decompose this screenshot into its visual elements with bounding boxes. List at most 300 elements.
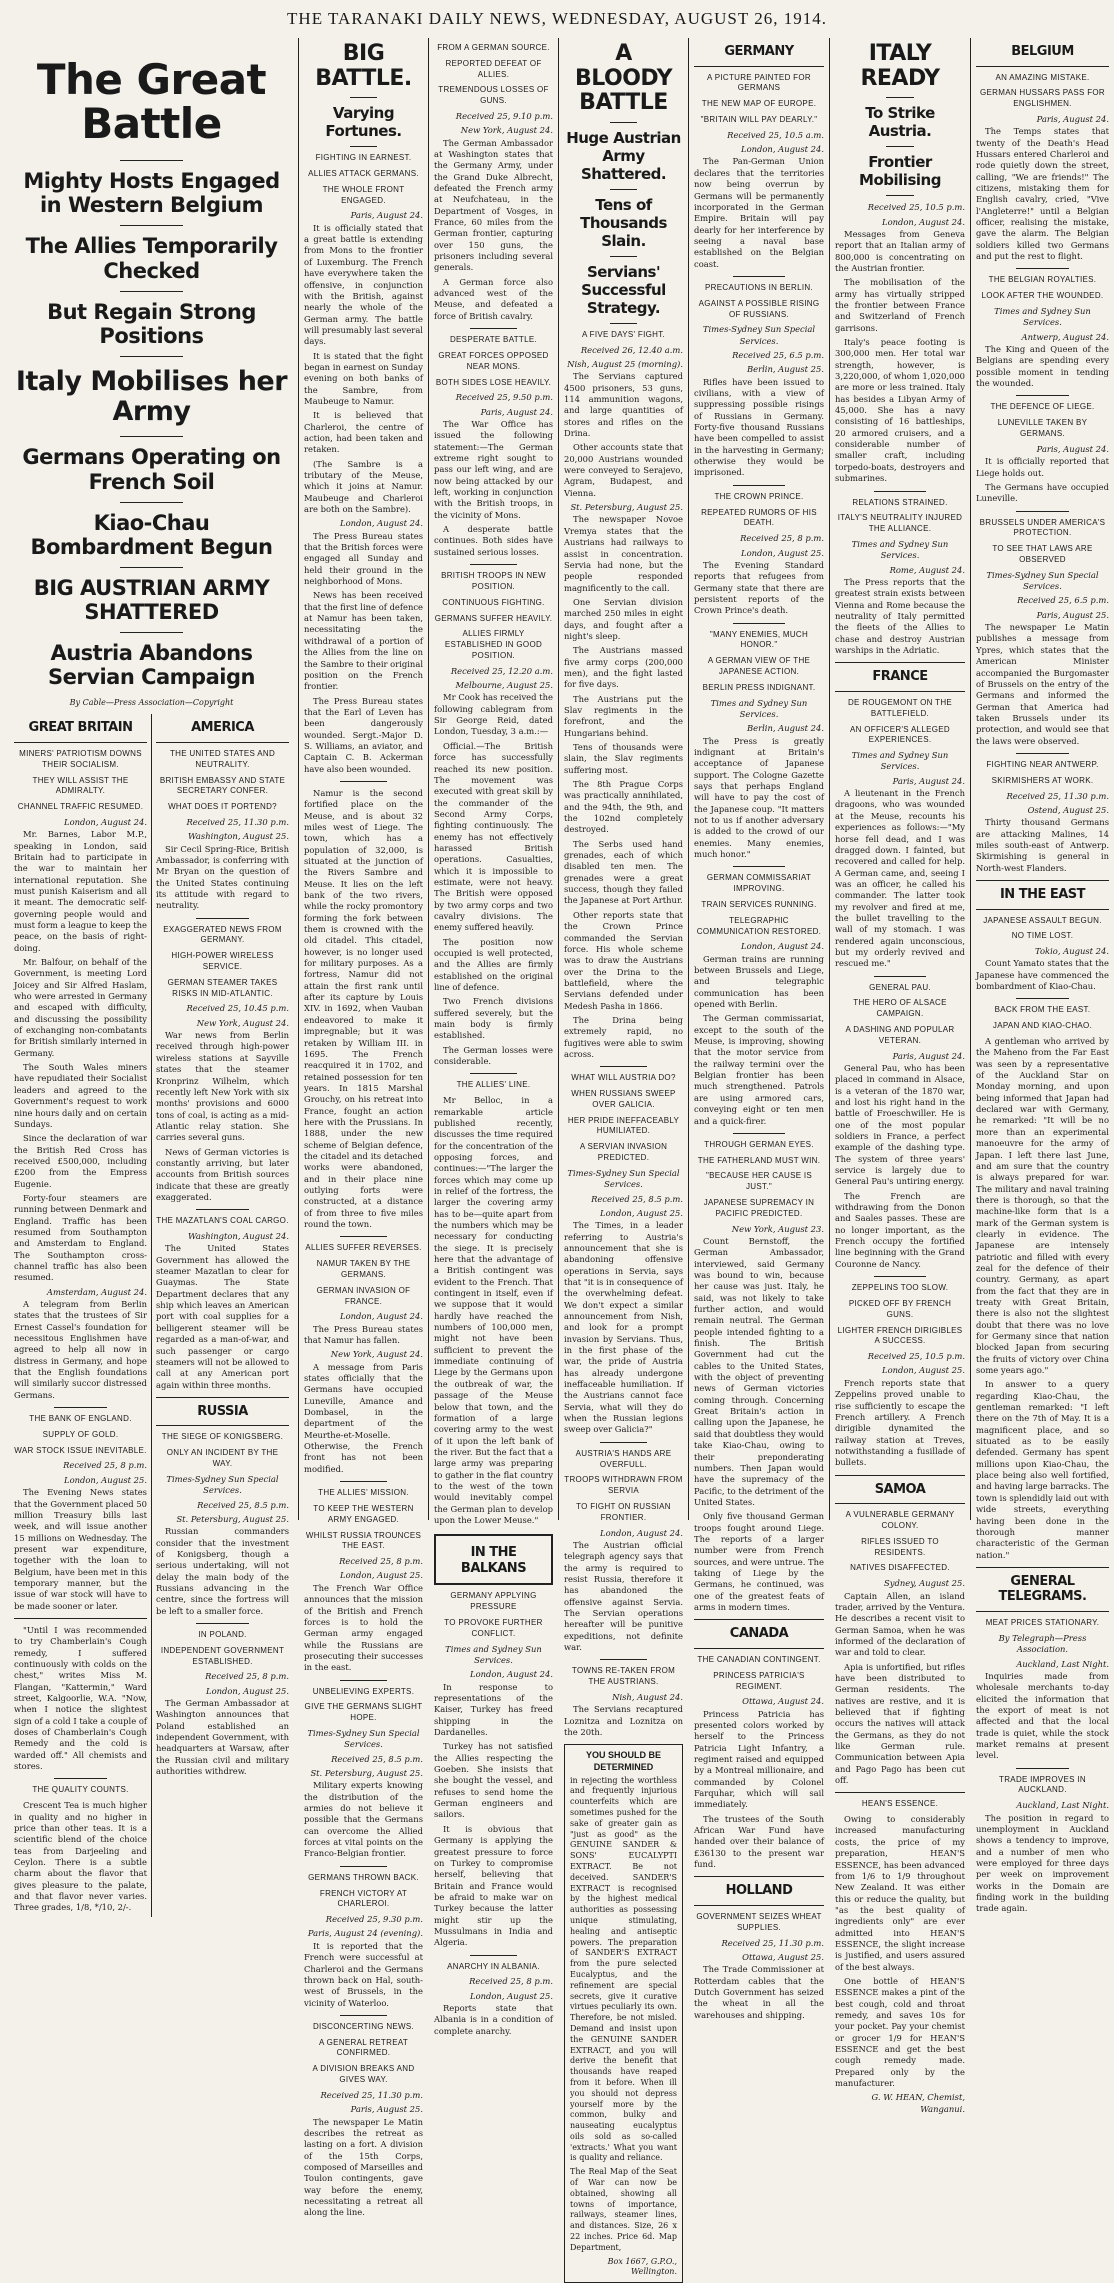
column-bloody-battle: [558, 38, 688, 2277]
paragraph: The mobilisation of the army has virtually stripped the frontier between France and Switzerland of French garrisons.: [835, 277, 965, 333]
received-line: Received 25, 9.10 p.m.: [455, 110, 553, 121]
kicker: WAR STOCK ISSUE INEVITABLE.: [14, 1445, 147, 1455]
dateline: Paris, August 24.: [1036, 113, 1109, 124]
lead-head-3: But Regain Strong Positions: [47, 299, 256, 348]
kicker: REPEATED RUMORS OF HIS DEATH.: [701, 507, 817, 528]
received-line: Received 25, 12.20 a.m.: [450, 665, 553, 676]
samoa-title: SAMOA: [874, 1481, 926, 1497]
dateline: London, August 25.: [470, 1990, 553, 2001]
column-germany: [688, 38, 829, 2020]
kicker: NATIVES DISAFFECTED.: [850, 1563, 950, 1573]
balkans-box: [434, 1534, 553, 1585]
kicker: ALLIES ATTACK GERMANS.: [308, 169, 419, 179]
advertisement-text: Owing to considerably increased manufacturing costs, the price of my preparation, HEAN'S ESSENCE, has been advanced from 1/6 to 1/9 throughout New Zealand. It was either this or reduce the quality, but "as the best quality of ingredients only" are ever admitted into HEAN'S ESSENCE, the slight increase is justified, and users assured of the best always.: [835, 1814, 965, 1972]
kicker: BERLIN PRESS INDIGNANT.: [702, 682, 816, 692]
kicker: WHAT WILL AUSTRIA DO?: [571, 1073, 676, 1083]
kicker: "MANY ENEMIES, MUCH HONOR.": [709, 629, 809, 650]
kicker: HEAN'S ESSENCE.: [861, 1799, 939, 1809]
kicker: A VULNERABLE GERMANY COLONY.: [845, 1510, 955, 1530]
paragraph: Mr. Balfour, on behalf of the Government, is meeting Lord Joicey and Sir Alfred Haslam, who were arrested in Germany and escaped with difficulty, and discussing the possibility of exchanging non-combatants for British similarly interned in Germany.: [14, 957, 147, 1058]
dateline: Nish, August 24.: [612, 1691, 683, 1702]
dateline: London, August 25.: [741, 547, 824, 558]
advertisement-text: One bottle of HEAN'S ESSENCE makes a pint of the best cough, cold and throat remedy, and saves 10s for your pocket. Pay your chemist or grocer 1/9 for HEAN'S ESSENCE and get the best cough remedy made. Prepared only by the manufacturer.: [835, 1975, 965, 2089]
kicker: HIGH-POWER WIRELESS SERVICE.: [171, 951, 274, 972]
column-lead: [0, 38, 298, 1913]
paragraph: War news from Berlin received through high-power wireless stations at Sayville states that the steamer Kronprinz Wilhelm, which recently left New York with six months' provisions and 6000 tons of coal, is acting as a mid-Atlantic relay station. She carries several guns.: [156, 1030, 289, 1143]
dateline: St. Petersburg, August 25.: [570, 502, 683, 513]
dateline: Nish, August 25 (morning).: [567, 359, 683, 370]
kicker: GERMANS THROWN BACK.: [308, 1872, 419, 1882]
received-line: Received 25, 9.30 p.m.: [325, 1914, 423, 1925]
kicker: THE QUALITY COUNTS.: [32, 1785, 129, 1795]
bloody-battle-head-3: Tens of Thousands Slain.: [580, 195, 667, 250]
paragraph: The South Wales miners have repudiated their Socialist leaders and agreed to the Government's request to work nine hours daily and on certain Sundays.: [14, 1062, 147, 1129]
kicker: TRADE IMPROVES IN AUCKLAND.: [999, 1774, 1086, 1795]
kicker: TRAIN SERVICES RUNNING.: [701, 899, 817, 909]
paragraph: The German Ambassador at Washington states that the Germany Army, under the Grand Duke Albrecht, defeated the French army at Neufchateau, in the Department of Vosges, in France, 60 miles from the German frontier, capturing over 150 guns, the prisoners including several generals.: [434, 137, 553, 273]
received-line: Received 25, 8 p.m.: [740, 533, 824, 544]
advertisement-text: Crescent Tea is much higher in quality and no higher in price than other teas. It is a scientific blend of the choice teas from Darjeeling and Ceylon. There is a subtle charm about the flavor that gives pleasure to the palate, and that flavor never varies. Three grades, 1/8, */10, 2/-.: [14, 1800, 147, 1913]
credit-line: Times and Sydney Sun Services.: [994, 306, 1091, 328]
kicker: TO FIGHT ON RUSSIAN FRONTIER.: [576, 1501, 671, 1522]
paragraph: German trains are running between Brussels and Liege, and telegraphic communication has been opened with Berlin.: [694, 953, 824, 1010]
dateline: St. Petersburg, August 25.: [176, 1513, 289, 1524]
paragraph: In answer to a query regarding Kiao-Chau, the gentleman remarked: "I left there on the 7th of May. It is a magnificent place, and so situated as to be easily defended. Germany has spent millions upon Kiao-Chau, the place being also well fortified, and having large barracks. The town is splendidly laid out with wide streets, everything having been done in the thorough manner characteristic of the German nation.": [976, 1379, 1109, 1560]
paragraph: The Servians recaptured Loznitza and Loznitza on the 20th.: [564, 1704, 683, 1737]
received-line: Received 25, 10.45 p.m.: [186, 1003, 289, 1014]
paragraph: Princess Patricia has presented colors worked by herself to the Princess Patricia Light Infantry, a regiment raised and equipped by a Montreal millionaire, and commanded by Colonel Farquhar, which will sail immediately.: [694, 1708, 824, 1810]
paragraph: Mr Belloc, in a remarkable article published recently, discusses the time required for the concentration of the opposing forces, and continues:—"The larger the forces which may come up in relief of the fortress, the larger the covering army has to be—quite apart from the numbers which may be necessary for conducting the siege. It is precisely here that the advantage of a British contingent was evident to the French. That contingent in itself, even if we suppose that it would hardly have reached the numbers of 100,000 men, might not have been sufficient to prevent the immediate continuing of Liege by the Germans upon the outbreak of war, the passage of the Meuse below that town, and the formation of a large covering army to the west of it upon the left bank of the river. But the fact that a large army was preparing to gather in the flat country to the west of the town would inevitably compel the German plan to develop upon the Lower Meuse.": [434, 1095, 553, 1525]
advertisement-address: Box 1667, G.P.O., Wellington.: [607, 2256, 677, 2277]
kicker: JAPANESE SUPREMACY IN PACIFIC PREDICTED.: [703, 1198, 815, 1218]
kicker: THE SIEGE OF KONIGSBERG.: [161, 1432, 284, 1442]
kicker: TELEGRAPHIC COMMUNICATION RESTORED.: [696, 915, 822, 936]
general-telegrams-title: GENERAL TELEGRAMS.: [998, 1573, 1087, 1605]
credit-line: Times and Sydney Sun Services.: [851, 750, 949, 772]
lead-head-4: Italy Mobilises her Army: [15, 366, 288, 427]
kicker: GERMAN HUSSARS PASS FOR ENGLISHMEN.: [980, 88, 1105, 109]
kicker: WHILST RUSSIA TROUNCES THE EAST.: [305, 1530, 422, 1551]
paragraph: The Drina being extremely rapid, no fugitives were able to swim across.: [564, 1014, 683, 1059]
kicker: THE BELGIAN ROYALTIES.: [988, 275, 1097, 285]
paragraph: Captain Allen, an island trader, arrived by the Ventura. He describes a recent visit to German Samoa, when he was informed of the declaration of war and told to clear.: [835, 1590, 965, 1658]
kicker: TOWNS RE-TAKEN FROM THE AUSTRIANS.: [571, 1666, 676, 1687]
paragraph: A German force also advanced west of the Meuse, and defeated a force of British cavalry.: [434, 276, 553, 321]
bloody-battle-head-2: Huge Austrian Army Shattered.: [566, 128, 681, 183]
kicker: FIGHTING NEAR ANTWERP.: [986, 759, 1099, 769]
advertisement-text: in rejecting the worthless and frequently injurious counterfeits which are sometimes pushed for the sake of greater gain as "just as good" as the GENUINE SANDER & SONS' EUCALYPTI EXTRACT. Be not deceived. SANDER'S EXTRACT is recognised by the highest medical authorities as possessing unique stimulating, healing and antiseptic powers. The preparation of SANDER'S EXTRACT from the pure selected Eucalyptus, and the refinement are special secrets, give it curative virtues peculiarly its own. Therefore, be not misled. Demand and insist upon the GENUINE SANDER EXTRACT, and you will derive the benefit that thousands have reaped from it before. When ill you should not depress yourself more by the common, bulky and nauseating eucalyptus oils sold as so-called 'extracts.' What you want is quality and reliance.: [570, 1775, 677, 2163]
dateline: Amsterdam, August 24.: [46, 1286, 147, 1297]
dateline: London, August 25.: [206, 1685, 289, 1696]
kicker: IN POLAND.: [198, 1630, 247, 1639]
received-line: Received 25, 10.5 p.m.: [867, 202, 965, 213]
paragraph: One Servian division marched 250 miles in eight days, and fought after a night's sleep.: [564, 596, 683, 641]
dateline: Paris, August 25.: [1036, 609, 1109, 620]
lead-head-6: Kiao-Chau Bombardment Begun: [30, 510, 273, 559]
kicker: AN AMAZING MISTAKE.: [995, 72, 1090, 82]
paragraph: The Press Bureau states that the Earl of Leven has been dangerously wounded. Sergt.-Major D. S. Williams, an aviator, and Captain C. B. Ackerman have also been wounded.: [304, 695, 423, 774]
section-america: [151, 714, 293, 1916]
paragraph: The German losses were considerable.: [434, 1044, 553, 1067]
paragraph: Forty-four steamers are running between Denmark and England. Traffic has been resumed from Southampton and Amsterdam to England. The Southampton cross-channel traffic has also been resumed.: [14, 1192, 147, 1283]
kicker: A SERVIAN INVASION PREDICTED.: [579, 1142, 668, 1163]
credit-line: Times-Sydney Sun Special Services.: [986, 569, 1099, 592]
paragraph: Other reports state that the Crown Prince commanded the Servian force. His whole scheme was to draw the Austrians over the Drina to the battlefield, where the Servians defended under Medesh Pasha in 1866.: [564, 909, 683, 1011]
paragraph: The position in regard to unemployment in Auckland shows a tendency to improve, and a number of men who were employed for three days per week on improvement works in the Domain are finding work in the building trade again.: [976, 1812, 1109, 1914]
kicker: MINERS' PATRIOTISM DOWNS THEIR SOCIALISM.: [19, 748, 142, 769]
kicker: GERMAN INVASION OF FRANCE.: [316, 1285, 411, 1306]
bloody-battle-title: A BLOODY BATTLE: [575, 41, 672, 116]
paragraph: The Serbs used hand grenades, each of which disabled ten men. The grenades were a great success, though they failed the Japanese at Port Arthur.: [564, 838, 683, 906]
italy-head-2: To Strike Austria.: [865, 104, 935, 141]
kicker: A PICTURE PAINTED FOR GERMANS: [707, 72, 811, 93]
paragraph: The Austrians massed five army corps (200,000 men), and the fight lasted for five days.: [564, 645, 683, 690]
paragraph: The United States Government has allowed the steamer Mazatlan to clear for Guaymas. The State Department declares that any ship which leaves an American port with coal supplies for a belligerent steamer will be regarded as a man-of-war, and such passenger or cargo steamers will not be allowed to call at any American port again within three months.: [156, 1243, 289, 1390]
dateline: Paris, August 24.: [480, 406, 553, 417]
kicker: BOTH SIDES LOSE HEAVILY.: [435, 377, 552, 387]
america-title: AMERICA: [191, 720, 254, 736]
dateline: London, August 25.: [882, 1365, 965, 1376]
paragraph: The newspaper Le Matin publishes a message from Ypres, which states that the American Minister accompanied the Burgomaster of Brussels on the entry of the Germans and informed the German that America had taken Brussels under its protection, and would see that the laws were observed.: [976, 622, 1109, 746]
paragraph: The Press Bureau states that the British forces were engaged all Sunday and held their ground in the neighborhood of Mons.: [304, 530, 423, 587]
column-belgium: [970, 38, 1114, 1914]
dateline: London, August 24.: [882, 216, 965, 227]
kicker: ALLIES SUFFER REVERSES.: [305, 1243, 422, 1253]
dateline: St. Petersburg, August 25.: [310, 1767, 423, 1778]
kicker: PRECAUTIONS IN BERLIN.: [705, 282, 813, 292]
received-line: Received 25, 8 p.m.: [339, 1556, 423, 1567]
in-the-east-title: IN THE EAST: [999, 886, 1086, 902]
column-italy: [829, 38, 970, 2114]
kicker: BRITISH EMBASSY AND STATE SECRETARY CONFER.: [159, 775, 286, 796]
kicker: GERMAN STEAMER TAKES RISKS IN MID-ATLANTIC.: [167, 977, 278, 998]
received-line: Received 25, 11.30 p.m.: [721, 1937, 824, 1948]
paragraph: The Press reports that the greatest strain exists between Vienna and Rome because the neutrality of Italy permitted the fleets of the Allies to chase and destroy Austrian warships in the Adriatic.: [835, 576, 965, 655]
received-line: Received 25, 8 p.m.: [469, 1976, 553, 1987]
kicker: PRINCESS PATRICIA'S REGIMENT.: [713, 1670, 805, 1691]
kicker: REPORTED DEFEAT OF ALLIES.: [445, 58, 542, 79]
lead-head-1: Mighty Hosts Engaged in Western Belgium: [23, 169, 280, 218]
paragraph: The Press is greatly indignant at Britain's acceptance of Japanese support. The Cologne Gazette says that perhaps England will have to pay the cost of the Japanese coup. "It matters not to us if another adversary is added to the crowd of our enemies. Many enemies, much honor.": [694, 735, 824, 860]
kicker: RELATIONS STRAINED.: [852, 497, 948, 507]
kicker: GERMAN COMMISSARIAT IMPROVING.: [706, 873, 812, 894]
kicker: AN OFFICER'S ALLEGED EXPERIENCES.: [850, 724, 950, 745]
paragraph: Inquiries made from wholesale merchants to-day elicited the information that the export of meat is not affected and that the local trade is quiet, while the stock market remains at present level.: [976, 1670, 1109, 1761]
dateline: London, August 24.: [340, 518, 423, 529]
kicker: THE BANK OF ENGLAND.: [29, 1414, 132, 1424]
kicker: GREAT FORCES OPPOSED NEAR MONS.: [438, 350, 549, 371]
kicker: AGAINST A POSSIBLE RISING OF RUSSIANS.: [698, 298, 820, 319]
paragraph: Tens of thousands were slain, the Slav regiments suffering most.: [564, 742, 683, 775]
kicker: THE CROWN PRINCE.: [714, 491, 804, 501]
russia-title: RUSSIA: [197, 1403, 248, 1419]
received-line: Received 25, 10.5 a.m.: [727, 129, 824, 140]
kicker: INDEPENDENT GOVERNMENT ESTABLISHED.: [160, 1645, 285, 1666]
italy-title: ITALY READY: [860, 41, 940, 91]
paragraph: A desperate battle continues. Both sides have sustained serious losses.: [434, 524, 553, 557]
kicker: THE HERO OF ALSACE CAMPAIGN.: [853, 998, 947, 1019]
dateline: Antwerp, August 24.: [1021, 331, 1109, 342]
kicker: THROUGH GERMAN EYES.: [704, 1139, 814, 1149]
paragraph: The position now occupied is well protected, and the Allies are firmly established on the original line of defence.: [434, 936, 553, 993]
great-britain-title: GREAT BRITAIN: [28, 720, 133, 736]
paragraph: Military experts knowing the distribution of the armies do not believe it possible that the Germans can overcome the Allied forces at vital points on the Franco-Belgian frontier.: [304, 1780, 423, 1859]
paragraph: Apia is unfortified, but rifles have been distributed to German residents. The natives are restive, and it is believed that if fighting occurs the natives will attack the Germans, as they do not like German rule. Communication between Apia and Pago Pago has been cut off.: [835, 1661, 965, 1785]
paragraph: The Temps states that twenty of the Death's Head Hussars entered Charleroi and rode quietly down the street, calling, "We are friends!" The citizens, mistaking them for English cavalry, cried, "Vive l'Angleterre!" until a Belgian officer, realising the mistake, gave the alarm. The Belgian soldiers killed two Germans and put the rest to flight.: [976, 126, 1109, 262]
kicker: JAPANESE ASSAULT BEGUN.: [983, 915, 1102, 925]
dateline: Paris, August 25.: [350, 2104, 423, 2115]
paragraph: Other accounts state that 20,000 Austrians wounded were conveyed to Serajevo, Agram, Budapest, and Vienna.: [564, 442, 683, 498]
kicker: NAMUR TAKEN BY THE GERMANS.: [316, 1259, 411, 1279]
kicker: LOOK AFTER THE WOUNDED.: [981, 291, 1104, 301]
kicker: CHANNEL TRAFFIC RESUMED.: [17, 802, 144, 812]
dateline: Sydney, August 25.: [884, 1578, 965, 1589]
kicker: RIFLES ISSUED TO RESIDENTS.: [861, 1536, 939, 1557]
dateline: Paris, August 24.: [350, 210, 423, 221]
column-german-source: [428, 38, 558, 2036]
received-line: Received 25, 9.50 p.m.: [455, 392, 553, 403]
paragraph: The War Office has issued the following statement:—The German extreme right sought to pass our left wing, and are now being attacked by our left, working in conjunction with the British troops, in the vicinity of Mons.: [434, 419, 553, 520]
paragraph: The German Ambassador at Washington announces that Poland established an independent Government, with headquarters at Warsaw, after the Russian civil and military authorities withdrew.: [156, 1698, 289, 1777]
kicker: DESPERATE BATTLE.: [449, 335, 538, 345]
paragraph: Reports state that Albania is in a condition of complete anarchy.: [434, 2003, 553, 2036]
paragraph: General Pau, who has been placed in command in Alsace, is a veteran of the 1870 war, and lost his right hand in the battle of Froeschwiller. He is one of the most popular soldiers in France, a perfect example of the dashing type. The system of three years' service is largely due to General Pau's untiring energy.: [835, 1062, 965, 1187]
dateline: Rome, August 24.: [889, 564, 965, 575]
lead-subcolumns: [10, 714, 293, 1916]
dateline: London, August 25.: [340, 1570, 423, 1581]
column-big-battle: [298, 38, 428, 2218]
kicker: THE WHOLE FRONT ENGAGED.: [322, 184, 405, 205]
paragraph: Italy's peace footing is 300,000 men. Her total war strength, however, is 3,220,000, of whom 1,020,000 are more or less trained. Italy has besides a Libyan Army of 45,000. She has a navy consisting of 16 battleships, 20 armored cruisers, and a considerable number of smaller craft, including torpedo-boats, destroyers and submarines.: [835, 337, 965, 484]
dateline: Ostend, August 25.: [1027, 804, 1109, 815]
paragraph: The Pan-German Union declares that the territories now being overrun by Germans will be permanently incorporated in the German Empire. Britain will pay dearly for her interference by seeing a naval base established on the Belgian coast.: [694, 156, 824, 269]
lead-head-8: Austria Abandons Servian Campaign: [48, 641, 255, 690]
belgium-title: BELGIUM: [1011, 44, 1074, 59]
kicker: UNBELIEVING EXPERTS.: [312, 1686, 415, 1696]
kicker: A DIVISION BREAKS AND GIVES WAY.: [312, 2064, 415, 2085]
kicker: TO SEE THAT LAWS ARE OBSERVED: [992, 544, 1093, 564]
paragraph: The newspaper Le Matin describes the retreat as lasting on a fort. A division of the 15th Corps, composed of Marseilles and Toulon contingents, gave way before the enemy, necessitating a retreat all along the line.: [304, 2116, 423, 2218]
kicker: GENERAL PAU.: [869, 982, 931, 992]
kicker: HER PRIDE INEFFACEABLY HUMILIATED.: [567, 1115, 680, 1136]
dateline: London, August 24.: [64, 816, 147, 827]
advertisement-text: "Until I was recommended to try Chamberlain's Cough remedy, I suffered continuously with colds on the chest," writes Miss M. Flangan, "Kattermin," Ward street, Kalgoorlie, W.A. "Now, when I notice the slightest sign of a cold I take a couple of doses of Chamberlain's Cough Remedy and the cold is warded off." All chemists and stores.: [14, 1624, 147, 1772]
kicker: BACK FROM THE EAST.: [994, 1005, 1091, 1015]
kicker: MEAT PRICES STATIONARY.: [985, 1618, 1100, 1628]
received-line: Received 25, 8.5 p.m.: [591, 1193, 683, 1204]
dateline: New York, August 23.: [731, 1223, 824, 1234]
paragraph: The 8th Prague Corps was practically annihilated, and the 94th, the 9th, and the 102nd completely destroyed.: [564, 779, 683, 835]
paragraph: The newspaper Novoe Vremya states that the Austrians had railways to assist in concentration. Servia had none, but the people responded magnificently to the call.: [564, 514, 683, 593]
dateline: London, August 24.: [600, 1527, 683, 1538]
germany-title: GERMANY: [724, 44, 794, 59]
kicker: "BRITAIN WILL PAY DEARLY.": [700, 114, 818, 124]
advertisement-title: YOU SHOULD BE DETERMINED: [585, 1750, 661, 1773]
received-line: Received 25, 8 p.m.: [205, 1671, 289, 1682]
kicker: THE MAZATLAN'S COAL CARGO.: [156, 1216, 289, 1226]
dateline: London, August 25.: [64, 1474, 147, 1485]
kicker: FROM A GERMAN SOURCE.: [437, 43, 550, 52]
advertisement-text: The Real Map of the Seat of War can now be obtained, showing all towns of importance, railways, steamer lines, and distances. Size, 26 x 22 inches. Price 6d. Map Department,: [570, 2167, 677, 2252]
credit-line: Times-Sydney Sun Special Services.: [307, 1727, 420, 1750]
paragraph: Russian commanders consider that the investment of Konigsberg, though a serious undertaking, will not delay the main body of the Russians advancing in the centre, since the fortress will be left to a smaller force.: [156, 1526, 289, 1616]
sander-advertisement: [564, 1744, 683, 2283]
paragraph: The French are withdrawing from the Donon and Saales passes. These are no longer important, as the French occupy the fortified line beginning with the Grand Couronne de Nancy.: [835, 1190, 965, 1269]
kicker: FRENCH VICTORY AT CHARLEROI.: [319, 1888, 408, 1909]
paragraph: Since the declaration of war the British Red Cross has received £500,000, including £200 from the Empress Eugenie.: [14, 1133, 147, 1189]
kicker: ITALY'S NEUTRALITY INJURED THE ALLIANCE.: [837, 513, 963, 534]
paragraph: Rifles have been issued to civilians, with a view of suppressing possible risings of Russians in Germany. Forty-five thousand Russians have been compelled to assist in the harvesting in Germany; otherwise they would be imprisoned.: [694, 376, 824, 478]
paragraph: The trustees of the South African War Fund have handed over their balance of £36130 to the present war fund.: [694, 1813, 824, 1870]
paragraph: Two French divisions suffered severely, but the main body is firmly established.: [434, 996, 553, 1041]
lead-head-7: BIG AUSTRIAN ARMY SHATTERED: [33, 575, 270, 625]
bloody-battle-head-4: Servians' Successful Strategy.: [581, 262, 666, 317]
received-line: Received 25, 10.5 p.m.: [867, 1351, 965, 1362]
received-line: Received 25, 6.5 p.m.: [732, 349, 824, 360]
kicker: THE ALLIES' LINE.: [456, 1080, 531, 1090]
kicker: GOVERNMENT SEIZES WHEAT SUPPLIES.: [696, 1912, 822, 1932]
kicker: TREMENDOUS LOSSES OF GUNS.: [438, 85, 549, 106]
dateline: Paris, August 24.: [892, 1050, 965, 1061]
dateline: Ottawa, August 24.: [742, 1696, 824, 1707]
paragraph: A telegram from Berlin states that the trustees of Sir Ernest Cassel's foundation for necessitous Englishmen have agreed to help all now in distress in Germany, and hope that the English foundations will similarly succor distressed Germans.: [14, 1299, 147, 1400]
kicker: A DASHING AND POPULAR VETERAN.: [845, 1025, 955, 1045]
kicker: ZEPPELINS TOO SLOW.: [851, 1283, 949, 1293]
kicker: ALLIES FIRMLY ESTABLISHED IN GOOD POSITION.: [444, 629, 543, 660]
kicker: ANARCHY IN ALBANIA.: [447, 1961, 540, 1971]
credit-line: Times-Sydney Sun Special Services.: [166, 1473, 279, 1496]
paragraph: Namur is the second fortified place on the Meuse, and is about 32 miles west of Liege. The town, which has a population of 32,000, is situated at the junction of the Rivers Sambre and Meuse. It lies on the left bank of the two rivers, while the rocky promontory forming the fork between them is crowned with the old citadel. This citadel, however, is no longer used for military purposes. As a fortress, Namur did not attain the first rank until after its capture by Louis XIV. in 1692, when Vauban endeavored to make it impregnable; but it was retaken by William III. in 1695. The French reacquired it in 1702, and retained possession for ten years. In 1815 Marshal Grouchy, on his retreat into France, fought an action here with the Prussians. In 1888, under the new scheme of Belgian defence, the citadel and its detached works were abandoned, and in their place nine outlying forts were constructed, at a distance of from three to five miles round the town.: [304, 787, 423, 1229]
received-line: Received 26, 12.40 a.m.: [580, 344, 683, 355]
kicker: SKIRMISHERS AT WORK.: [991, 775, 1094, 785]
kicker: DISCONCERTING NEWS.: [312, 2021, 415, 2031]
paragraph: The Austrians put the Slav regiments in the forefront, and the Hungarians behind.: [564, 693, 683, 738]
kicker: ONLY AN INCIDENT BY THE WAY.: [166, 1448, 279, 1469]
dateline: Washington, August 25.: [188, 831, 289, 842]
kicker: THE NEW MAP OF EUROPE.: [701, 99, 817, 109]
kicker: A GERMAN VIEW OF THE JAPANESE ACTION.: [707, 656, 811, 676]
dateline: Auckland, Last Night.: [1016, 1800, 1109, 1811]
dateline: London, August 24.: [340, 1311, 423, 1322]
paragraph: It is officially stated that a great battle is extending from Mons to the frontier of Luxemburg. The French have everywhere taken the offensive, in conjunction with the British, against nearly the whole of the German army. The battle will presumably last several days.: [304, 222, 423, 347]
kicker: THE UNITED STATES AND NEUTRALITY.: [169, 748, 276, 769]
paragraph: It is officially reported that Liege holds out.: [976, 456, 1109, 478]
paragraph: A lieutenant in the French dragoons, who was wounded at the Meuse, recounts his experiences as follows:—"My horse fell dead, and I was dragged down. I fainted, but recovered and called for help. A German came, and, seeing I was an officer, he called his commander. The latter took my revolver and fired at me, the bullet travelling to the wall of my stomach. I was rendered again unconscious, but my orderly revived and rescued me.": [835, 788, 965, 969]
kicker: WHAT DOES IT PORTEND?: [168, 802, 277, 812]
dateline: London, August 25.: [600, 1207, 683, 1218]
dateline: Paris, August 24 (evening).: [307, 1928, 423, 1939]
france-title: FRANCE: [872, 669, 928, 685]
paragraph: News has been received that the first line of defence at Namur has been taken, necessitating the withdrawal of a portion of the Allies from the line on the Sambre to their original position on the French frontier.: [304, 590, 423, 692]
dateline: New York, August 24.: [460, 125, 553, 136]
dateline: Melbourne, August 25.: [455, 680, 553, 691]
dateline: London, August 24.: [470, 1669, 553, 1680]
dateline: New York, August 24.: [330, 1349, 423, 1360]
kicker: SUPPLY OF GOLD.: [42, 1429, 119, 1439]
holland-title: HOLLAND: [725, 1883, 793, 1899]
dateline: London, August 24.: [741, 941, 824, 952]
credit-line: Times-Sydney Sun Special Services.: [567, 1167, 680, 1190]
paragraph: A message from Paris states officially that the Germans have occupied Luneville, Amance and Dombasel, in the department of the Meurthe-et-Moselle. Otherwise, the French front has not been modified.: [304, 1361, 423, 1474]
kicker: CONTINUOUS FIGHTING.: [442, 597, 545, 607]
lead-head-2: The Allies Temporarily Checked: [25, 234, 278, 283]
canada-title: CANADA: [729, 1626, 789, 1642]
paragraph: News of German victories is constantly arriving, but later accounts from British sources indicate that these are greatly exaggerated.: [156, 1146, 289, 1202]
paragraph: It is obvious that Germany is applying the greatest pressure to force on Turkey to compromise herself, believing that Britain and France would be afraid to make war on Turkey because the latter might stir up the Mussulmans in India and Algeria.: [434, 1823, 553, 1948]
dateline: Paris, August 24.: [892, 775, 965, 786]
paragraph: The Evening Standard reports that refugees from Germany state that there are persistent reports of the Crown Prince's death.: [694, 559, 824, 616]
received-line: Received 25, 8.5 p.m.: [331, 1753, 423, 1764]
paragraph: The Austrian official telegraph agency says that the army is required to resist Russia, therefore it has abandoned the offensive against Servia. The Servian operations hereafter will be punitive expeditions, not definite war.: [564, 1539, 683, 1652]
received-line: Received 25, 11.30 p.m.: [186, 816, 289, 827]
dateline: Ottawa, August 25.: [742, 1951, 824, 1962]
dateline: Washington, August 24.: [188, 1231, 289, 1242]
lead-byline: By Cable—Press Association—Copyright: [69, 697, 234, 707]
paragraph: Official.—The British force has successfully reached its new position. The movement was executed with great skill by the commander of the Second Army Corps, fighting continuously. The enemy has not effectively harassed British operations. Casualties, which it is impossible to estimate, were not heavy. The British were opposed by two army corps and two cavalry divisions. The enemy suffered heavily.: [434, 740, 553, 933]
dateline: London, August 24.: [741, 144, 824, 155]
dateline: Berlin, August 24.: [746, 723, 824, 734]
balkans-title: IN THE BALKANS: [460, 1545, 527, 1576]
paragraph: Count Yamato states that the Japanese have commenced the bombardment of Kiao-Chau.: [976, 958, 1109, 992]
kicker: AUSTRIA'S HANDS ARE OVERFULL.: [575, 1448, 672, 1469]
kicker: JAPAN AND KIAO-CHAO.: [992, 1021, 1093, 1031]
italy-head-3: Frontier Mobilising: [859, 153, 941, 190]
paragraph: It is reported that the French were successful at Charleroi and the Germans thrown back on Hal, south-west of Brussels, in the vicinity of Waterloo.: [304, 1940, 423, 2008]
kicker: THE CANADIAN CONTINGENT.: [697, 1654, 821, 1664]
paragraph: The Germans have occupied Luneville.: [976, 481, 1109, 504]
paragraph: Turkey has not satisfied the Allies respecting the Goeben. She insists that she bought the vessel, and refuses to send home the German engineers and sailors.: [434, 1741, 553, 1820]
kicker: GIVE THE GERMANS SLIGHT HOPE.: [304, 1702, 423, 1723]
section-great-britain: [10, 714, 151, 1916]
paragraph: Mr. Barnes, Labor M.P., speaking in London, said Britain had to participate in the war to maintain her international reputation. She must punish Kaiserism and all it meant. The democratic self-governing people would and must form a league to keep the peace, on the basis of right-doing.: [14, 829, 147, 953]
paragraph: (The Sambre is a tributary of the Meuse, which it joins at Namur. Maubeuge and Charleroi are both on the Sambre).: [304, 458, 423, 515]
paragraph: Only five thousand German troops fought around Liege. The reports of a larger number were from French sources, and were untrue. The taking of Liege by the Germans, he continued, was one of the greatest feats of arms in modern times.: [694, 1511, 824, 1612]
credit-line: Times-Sydney Sun Special Services.: [702, 324, 816, 346]
kicker: BRITISH TROOPS IN NEW POSITION.: [441, 571, 546, 591]
paragraph: Count Bernstoff, the German Ambassador, interviewed, said Germany was bound to win, because her cause was just. Italy, he said, was not likely to take further action, and would remain neutral. The German people intended fighting to a finish. The British Government had cut the cables to the United States, with the object of preventing news of German victories coming through. Concerning Great Britain's action in calling upon the Japanese, he said that doubtless they would take Kiao-Chau, owing to their preponderating numbers. Then Japan would have the supremacy of the Pacific, to the detriment of the United States.: [694, 1235, 824, 1507]
kicker: "BECAUSE HER CAUSE IS JUST.": [705, 1171, 813, 1192]
kicker: THE ALLIES' MISSION.: [318, 1488, 409, 1498]
kicker: LUNEVILLE TAKEN BY GERMANS.: [997, 418, 1088, 439]
received-line: Received 25, 6.5 p.m.: [1017, 595, 1109, 606]
paragraph: The Trade Commissioner at Rotterdam cables that the Dutch Government has seized the wheat in all the warehouses and shipping.: [694, 1964, 824, 2020]
kicker: FIGHTING IN EARNEST.: [315, 153, 412, 163]
paragraph: The German commissariat, except to the south of the Meuse, is improving, showing that the motor service from the railway termini over the Belgian frontier has been much strengthened. Patrols are using armored cars, conveying eight or ten men and a quick-firer.: [694, 1013, 824, 1126]
paragraph: Messages from Geneva report that an Italian army of 800,000 is concentrating on the Austrian frontier.: [835, 228, 965, 273]
kicker: DE ROUGEMONT ON THE BATTLEFIELD.: [847, 697, 953, 718]
paragraph: A gentleman who arrived by the Maheno from the Far East was seen by a representative of the Auckland Star on Monday morning, and upon being informed that Japan had declared war with Germany, he remarked: "It will be no more than an experimental manoeuvre for the army of Japan. I left there last June, and am sure that the country is always prepared for war. The military and naval training there is thorough, so that the machine-like form that is a mark of the German system is clearly in evidence. The Japanese are intensely patriotic and filled with every zeal for the defence of their country. Germany, as apart from the fact that they are in treaty with Great Britain, there is also not the slightest doubt that there was no love for Germany since that nation blocked Japan from securing the fruits of victory over China some years ago.": [976, 1036, 1109, 1376]
big-battle-title: BIG BATTLE.: [315, 41, 412, 91]
received-line: Received 25, 11.30 p.m.: [1006, 790, 1109, 801]
kicker: GERMANS SUFFER HEAVILY.: [434, 613, 553, 623]
masthead: THE TARANAKI DAILY NEWS, WEDNESDAY, AUGUST 26, 1914.: [287, 9, 827, 28]
paragraph: It is believed that Charleroi, the centre of action, had been taken and retaken.: [304, 410, 423, 455]
kicker: THE FATHERLAND MUST WIN.: [697, 1155, 821, 1165]
paragraph: The Servians captured 4500 prisoners, 53 guns, 114 ammunition wagons, and large quantities of stores and rifles on the Drina.: [564, 371, 683, 439]
paragraph: Mr Cook has received the following cablegram from Sir George Reid, dated London, Tuesday, 3 a.m.:—: [434, 692, 553, 737]
paragraph: It is stated that the fight began in earnest on Sunday evening on both banks of the Sambre, from Maubeuge to Namur.: [304, 350, 423, 406]
paragraph: The Evening News states that the Government placed 50 million Treasury bills last week, and will issue another 15 millions on Wednesday. The present war expenditure, together with the loan to Belgium, have been met in this temporary manner, but the issue of war stock will have to be made sooner or later.: [14, 1487, 147, 1611]
dateline: Berlin, August 25.: [746, 364, 824, 375]
paragraph: The King and Queen of the Belgians are spending every possible moment in tending the wounded.: [976, 344, 1109, 389]
credit-line: Times and Sydney Sun Services.: [851, 538, 949, 561]
lead-title: The Great Battle: [36, 55, 267, 149]
received-line: Received 25, 11.30 p.m.: [320, 2089, 423, 2100]
paragraph: In response to representations of the Kaiser, Turkey has freed shipping in the Dardanelles.: [434, 1681, 553, 1738]
credit-line: Times and Sydney Sun Services.: [445, 1643, 542, 1666]
kicker: GERMANY APPLYING PRESSURE: [450, 1591, 537, 1612]
dateline: Tokio, August 24.: [1035, 946, 1109, 957]
